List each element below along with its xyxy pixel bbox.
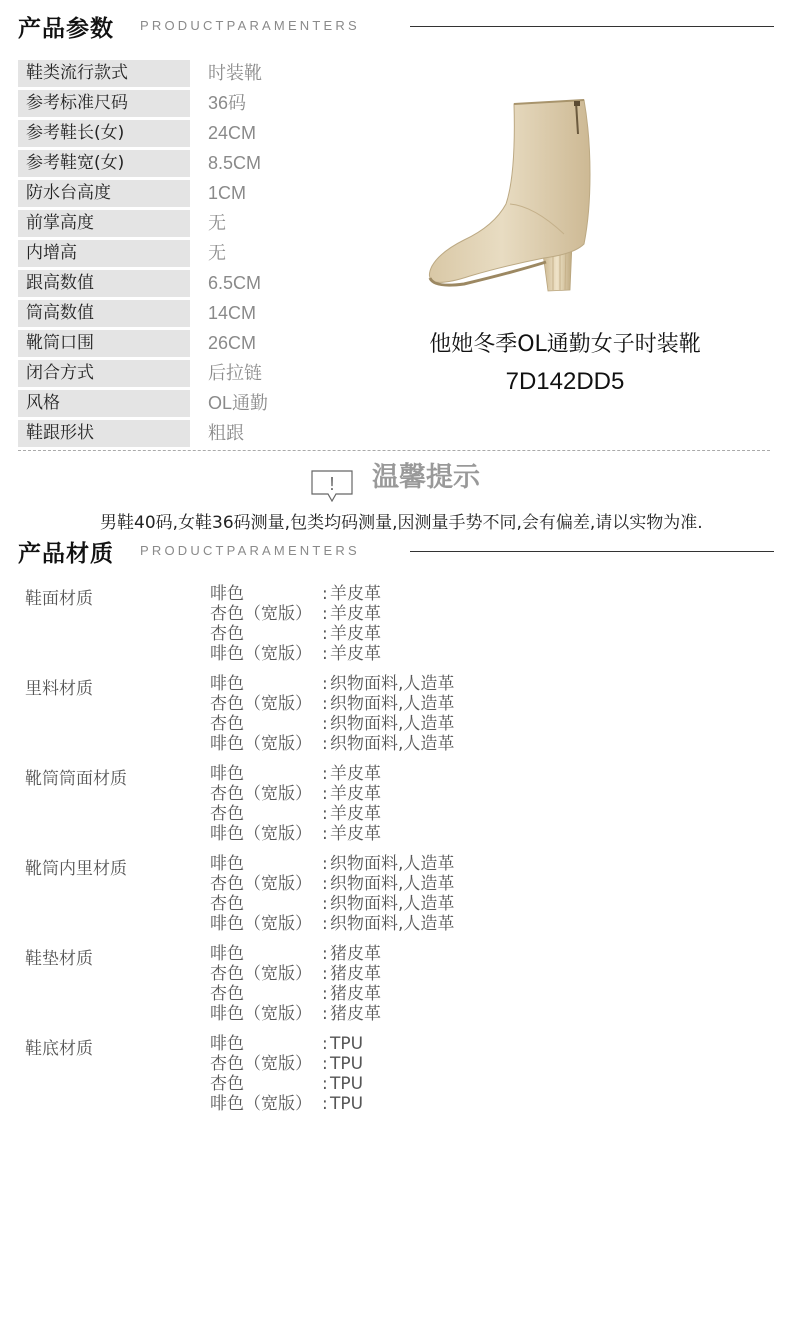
param-row bbox=[18, 90, 348, 117]
material-color: 啡色 bbox=[210, 674, 244, 694]
material-color: 杏色（宽版） bbox=[210, 964, 312, 984]
param-row bbox=[18, 240, 348, 267]
material-color: 啡色（宽版） bbox=[210, 1004, 312, 1024]
material-line: 啡色 : TPU bbox=[210, 1034, 364, 1054]
param-row bbox=[18, 210, 348, 237]
material-line: 啡色（宽版） : 猪皮革 bbox=[210, 1004, 381, 1024]
param-row bbox=[18, 420, 348, 447]
material-value: 织物面料,人造革 bbox=[330, 874, 455, 894]
material-line: 杏色 : 羊皮革 bbox=[210, 804, 381, 824]
material-value: 羊皮革 bbox=[330, 604, 381, 624]
param-row bbox=[18, 390, 348, 417]
material-group bbox=[25, 1034, 745, 1124]
material-label: 鞋底材质 bbox=[25, 1039, 93, 1059]
material-value: 羊皮革 bbox=[330, 764, 381, 784]
section-subtitle: PRODUCTPARAMENTERS bbox=[140, 18, 360, 33]
param-value: 24CM bbox=[208, 123, 257, 143]
material-value: 羊皮革 bbox=[330, 804, 381, 824]
param-value: 6.5CM bbox=[208, 273, 262, 293]
material-color: 杏色 bbox=[210, 1074, 244, 1094]
material-line: 杏色（宽版） : 织物面料,人造革 bbox=[210, 874, 455, 894]
material-color: 啡色（宽版） bbox=[210, 644, 312, 664]
section-title: 产品参数 bbox=[18, 16, 114, 42]
material-line: 杏色（宽版） : TPU bbox=[210, 1054, 364, 1074]
param-value: 8.5CM bbox=[208, 153, 262, 173]
section-header-params bbox=[18, 10, 774, 46]
param-table bbox=[18, 60, 348, 450]
material-group bbox=[25, 764, 745, 854]
product-name: 他她冬季OL通勤女子时装靴 bbox=[429, 332, 701, 357]
material-color: 杏色（宽版） bbox=[210, 1054, 312, 1074]
param-row bbox=[18, 270, 348, 297]
param-value: 无 bbox=[208, 243, 226, 263]
material-label: 靴筒筒面材质 bbox=[25, 769, 127, 789]
notice-title: 温馨提示 bbox=[372, 462, 480, 493]
param-row bbox=[18, 300, 348, 327]
product-code: 7D142DD5 bbox=[505, 368, 625, 395]
param-value: 36码 bbox=[208, 93, 247, 113]
material-value: 织物面料,人造革 bbox=[330, 714, 455, 734]
material-value: 猪皮革 bbox=[330, 1004, 381, 1024]
material-group bbox=[25, 854, 745, 944]
material-value: 织物面料,人造革 bbox=[330, 854, 455, 874]
material-color: 杏色（宽版） bbox=[210, 604, 312, 624]
material-label: 鞋垫材质 bbox=[25, 949, 93, 969]
material-value: 织物面料,人造革 bbox=[330, 914, 455, 934]
material-value: TPU bbox=[330, 1074, 364, 1094]
alert-icon-mark: ! bbox=[329, 474, 335, 494]
material-color: 啡色（宽版） bbox=[210, 1094, 312, 1114]
material-line: 啡色（宽版） : TPU bbox=[210, 1094, 364, 1114]
material-line: 啡色 : 羊皮革 bbox=[210, 584, 381, 604]
material-color: 啡色 bbox=[210, 1034, 244, 1054]
material-value: 羊皮革 bbox=[330, 584, 381, 604]
material-line: 杏色 : 织物面料,人造革 bbox=[210, 894, 455, 914]
material-value: 羊皮革 bbox=[330, 824, 381, 844]
materials-list bbox=[25, 584, 745, 1124]
material-color: 啡色（宽版） bbox=[210, 734, 312, 754]
material-value: 羊皮革 bbox=[330, 784, 381, 804]
material-line: 杏色（宽版） : 猪皮革 bbox=[210, 964, 381, 984]
material-line: 杏色（宽版） : 织物面料,人造革 bbox=[210, 694, 455, 714]
material-value: TPU bbox=[330, 1034, 364, 1054]
param-key: 内增高 bbox=[18, 240, 190, 267]
product-image bbox=[424, 94, 604, 294]
material-value: 织物面料,人造革 bbox=[330, 734, 455, 754]
material-color: 杏色 bbox=[210, 804, 244, 824]
param-row bbox=[18, 120, 348, 147]
material-line: 杏色 : 猪皮革 bbox=[210, 984, 381, 1004]
material-color: 杏色 bbox=[210, 714, 244, 734]
material-line: 啡色（宽版） : 织物面料,人造革 bbox=[210, 914, 455, 934]
material-line: 杏色 : TPU bbox=[210, 1074, 364, 1094]
zipper-pull bbox=[574, 101, 580, 106]
material-value: 织物面料,人造革 bbox=[330, 694, 455, 714]
param-key: 闭合方式 bbox=[18, 360, 190, 387]
param-key: 筒高数值 bbox=[18, 300, 190, 327]
material-value: TPU bbox=[330, 1094, 364, 1114]
param-key: 跟高数值 bbox=[18, 270, 190, 297]
material-color: 杏色 bbox=[210, 984, 244, 1004]
material-group bbox=[25, 944, 745, 1034]
param-key: 防水台高度 bbox=[18, 180, 190, 207]
material-color: 啡色（宽版） bbox=[210, 824, 312, 844]
section-title: 产品材质 bbox=[18, 541, 114, 567]
material-line: 杏色 : 织物面料,人造革 bbox=[210, 714, 455, 734]
material-line: 啡色 : 织物面料,人造革 bbox=[210, 854, 455, 874]
material-line: 啡色 : 猪皮革 bbox=[210, 944, 381, 964]
material-group bbox=[25, 674, 745, 764]
material-line: 啡色（宽版） : 羊皮革 bbox=[210, 644, 381, 664]
material-line: 啡色（宽版） : 织物面料,人造革 bbox=[210, 734, 455, 754]
material-value: 猪皮革 bbox=[330, 964, 381, 984]
param-value: 时装靴 bbox=[208, 63, 262, 83]
material-color: 啡色 bbox=[210, 764, 244, 784]
material-line: 啡色（宽版） : 羊皮革 bbox=[210, 824, 381, 844]
param-key: 鞋类流行款式 bbox=[18, 60, 190, 87]
material-color: 杏色（宽版） bbox=[210, 784, 312, 804]
param-row bbox=[18, 360, 348, 387]
material-color: 杏色（宽版） bbox=[210, 694, 312, 714]
material-line: 啡色 : 羊皮革 bbox=[210, 764, 381, 784]
param-row bbox=[18, 180, 348, 207]
param-value: 无 bbox=[208, 213, 226, 233]
material-color: 杏色 bbox=[210, 894, 244, 914]
dashed-divider bbox=[18, 450, 770, 451]
param-key: 风格 bbox=[18, 390, 190, 417]
material-color: 杏色（宽版） bbox=[210, 874, 312, 894]
param-value: 26CM bbox=[208, 333, 257, 353]
param-key: 靴筒口围 bbox=[18, 330, 190, 357]
param-value: OL通勤 bbox=[208, 393, 269, 413]
material-value: TPU bbox=[330, 1054, 364, 1074]
material-label: 里料材质 bbox=[25, 679, 93, 699]
param-row bbox=[18, 60, 348, 87]
material-line: 啡色 : 织物面料,人造革 bbox=[210, 674, 455, 694]
material-color: 啡色 bbox=[210, 584, 244, 604]
section-subtitle: PRODUCTPARAMENTERS bbox=[140, 543, 360, 558]
divider-line bbox=[410, 551, 774, 552]
material-color: 啡色 bbox=[210, 854, 244, 874]
param-row bbox=[18, 330, 348, 357]
param-key: 参考标准尺码 bbox=[18, 90, 190, 117]
param-key: 前掌高度 bbox=[18, 210, 190, 237]
material-label: 靴筒内里材质 bbox=[25, 859, 127, 879]
material-line: 杏色（宽版） : 羊皮革 bbox=[210, 784, 381, 804]
param-key: 参考鞋宽(女) bbox=[18, 150, 190, 177]
param-value: 粗跟 bbox=[208, 423, 244, 443]
material-value: 织物面料,人造革 bbox=[330, 674, 455, 694]
param-value: 1CM bbox=[208, 183, 247, 203]
material-value: 羊皮革 bbox=[330, 644, 381, 664]
param-key: 参考鞋长(女) bbox=[18, 120, 190, 147]
material-line: 杏色 : 羊皮革 bbox=[210, 624, 381, 644]
material-value: 猪皮革 bbox=[330, 984, 381, 1004]
alert-icon bbox=[311, 470, 353, 502]
material-color: 啡色 bbox=[210, 944, 244, 964]
divider-line bbox=[410, 26, 774, 27]
material-value: 猪皮革 bbox=[330, 944, 381, 964]
param-key: 鞋跟形状 bbox=[18, 420, 190, 447]
material-group bbox=[25, 584, 745, 674]
material-line: 杏色（宽版） : 羊皮革 bbox=[210, 604, 381, 624]
param-row bbox=[18, 150, 348, 177]
material-value: 羊皮革 bbox=[330, 624, 381, 644]
param-value: 14CM bbox=[208, 303, 257, 323]
material-color: 啡色（宽版） bbox=[210, 914, 312, 934]
material-value: 织物面料,人造革 bbox=[330, 894, 455, 914]
section-header-materials bbox=[18, 535, 774, 571]
notice-text: 男鞋40码,女鞋36码测量,包类均码测量,因测量手势不同,会有偏差,请以实物为准. bbox=[100, 513, 703, 533]
param-value: 后拉链 bbox=[208, 363, 262, 383]
material-label: 鞋面材质 bbox=[25, 589, 93, 609]
material-color: 杏色 bbox=[210, 624, 244, 644]
